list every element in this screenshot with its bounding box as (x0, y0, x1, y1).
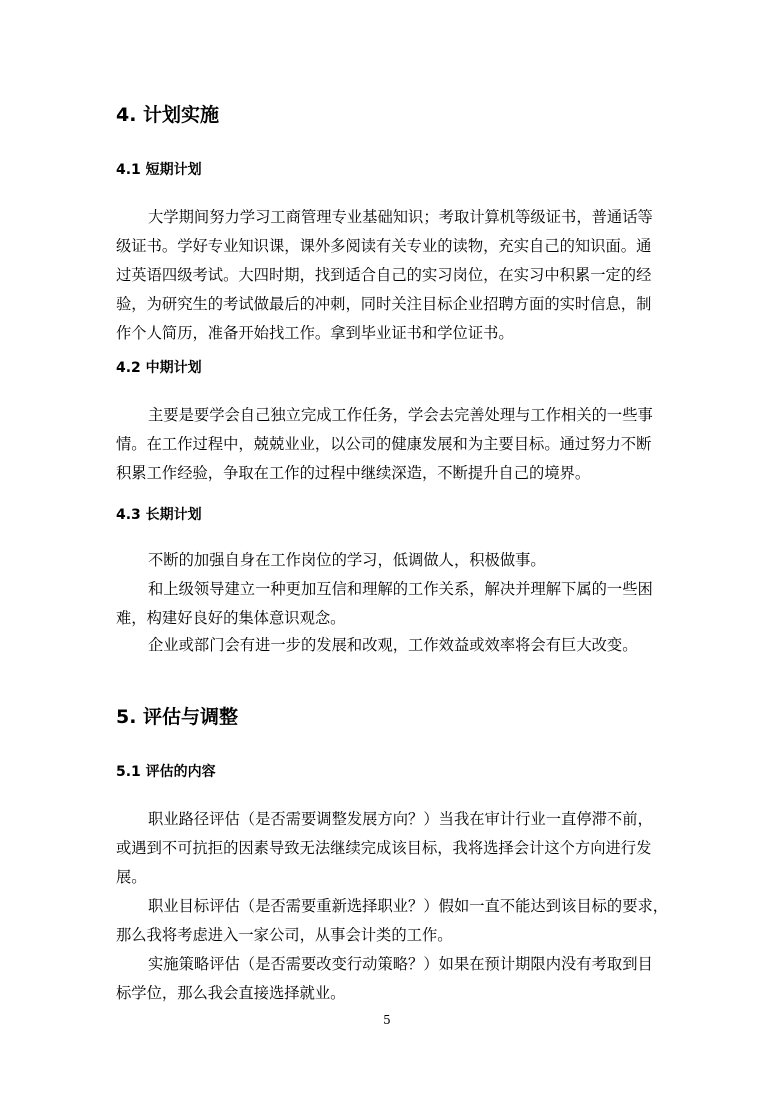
text-line: 情。在工作过程中，兢兢业业，以公司的健康发展和为主要目标。通过努力不断 (116, 435, 652, 453)
text-line: 展。 (116, 868, 147, 886)
text-line: 难，构建好良好的集体意识观念。 (116, 609, 346, 627)
text-line: 级证书。学好专业知识课，课外多阅读有关专业的读物，充实自己的知识面。通 (116, 237, 652, 255)
text-line: 企业或部门会有进一步的发展和改观，工作效益或效率将会有巨大改变。 (148, 636, 638, 654)
section-heading: 4. 计划实施 (116, 104, 220, 126)
text-line: 职业目标评估（是否需要重新选择职业？）假如一直不能达到该目标的要求， (148, 897, 669, 915)
text-line: 实施策略评估（是否需要改变行动策略？）如果在预计期限内没有考取到目 (148, 955, 653, 973)
page-number: 5 (383, 1013, 391, 1027)
subsection-heading: 4.1 短期计划 (116, 162, 202, 178)
subsection-heading: 5.1 评估的内容 (116, 764, 216, 780)
paragraph (116, 950, 658, 1008)
paragraph (116, 892, 669, 950)
text-line: 过英语四级考试。大四时期，找到适合自己的实习岗位，在实习中积累一定的经 (116, 266, 652, 284)
paragraph (116, 546, 658, 575)
paragraph (116, 575, 658, 633)
text-line: 那么我将考虑进入一家公司，从事会计类的工作。 (116, 926, 453, 944)
subsection-heading: 4.2 中期计划 (116, 360, 202, 376)
text-line: 验，为研究生的考试做最后的冲刺，同时关注目标企业招聘方面的实时信息，制 (116, 295, 652, 313)
text-line: 作个人简历，准备开始找工作。拿到毕业证书和学位证书。 (116, 324, 514, 342)
paragraph (116, 401, 658, 488)
text-line: 和上级领导建立一种更加互信和理解的工作关系，解决并理解下属的一些困 (148, 580, 653, 598)
text-line: 积累工作经验，争取在工作的过程中继续深造，不断提升自己的境界。 (116, 464, 591, 482)
text-line: 职业路径评估（是否需要调整发展方向？）当我在审计行业一直停滞不前， (148, 810, 653, 828)
text-line: 大学期间努力学习工商管理专业基础知识；考取计算机等级证书，普通话等 (148, 208, 653, 226)
text-line: 主要是要学会自己独立完成工作任务，学会去完善处理与工作相关的一些事 (148, 406, 653, 424)
paragraph (116, 631, 658, 660)
paragraph (116, 203, 658, 348)
text-line: 标学位，那么我会直接选择就业。 (116, 984, 346, 1002)
paragraph (116, 805, 658, 892)
text-line: 不断的加强自身在工作岗位的学习，低调做人，积极做事。 (148, 551, 546, 569)
text-line: 或遇到不可抗拒的因素导致无法继续完成该目标，我将选择会计这个方向进行发 (116, 839, 652, 857)
subsection-heading: 4.3 长期计划 (116, 507, 202, 523)
section-heading: 5. 评估与调整 (116, 706, 239, 728)
